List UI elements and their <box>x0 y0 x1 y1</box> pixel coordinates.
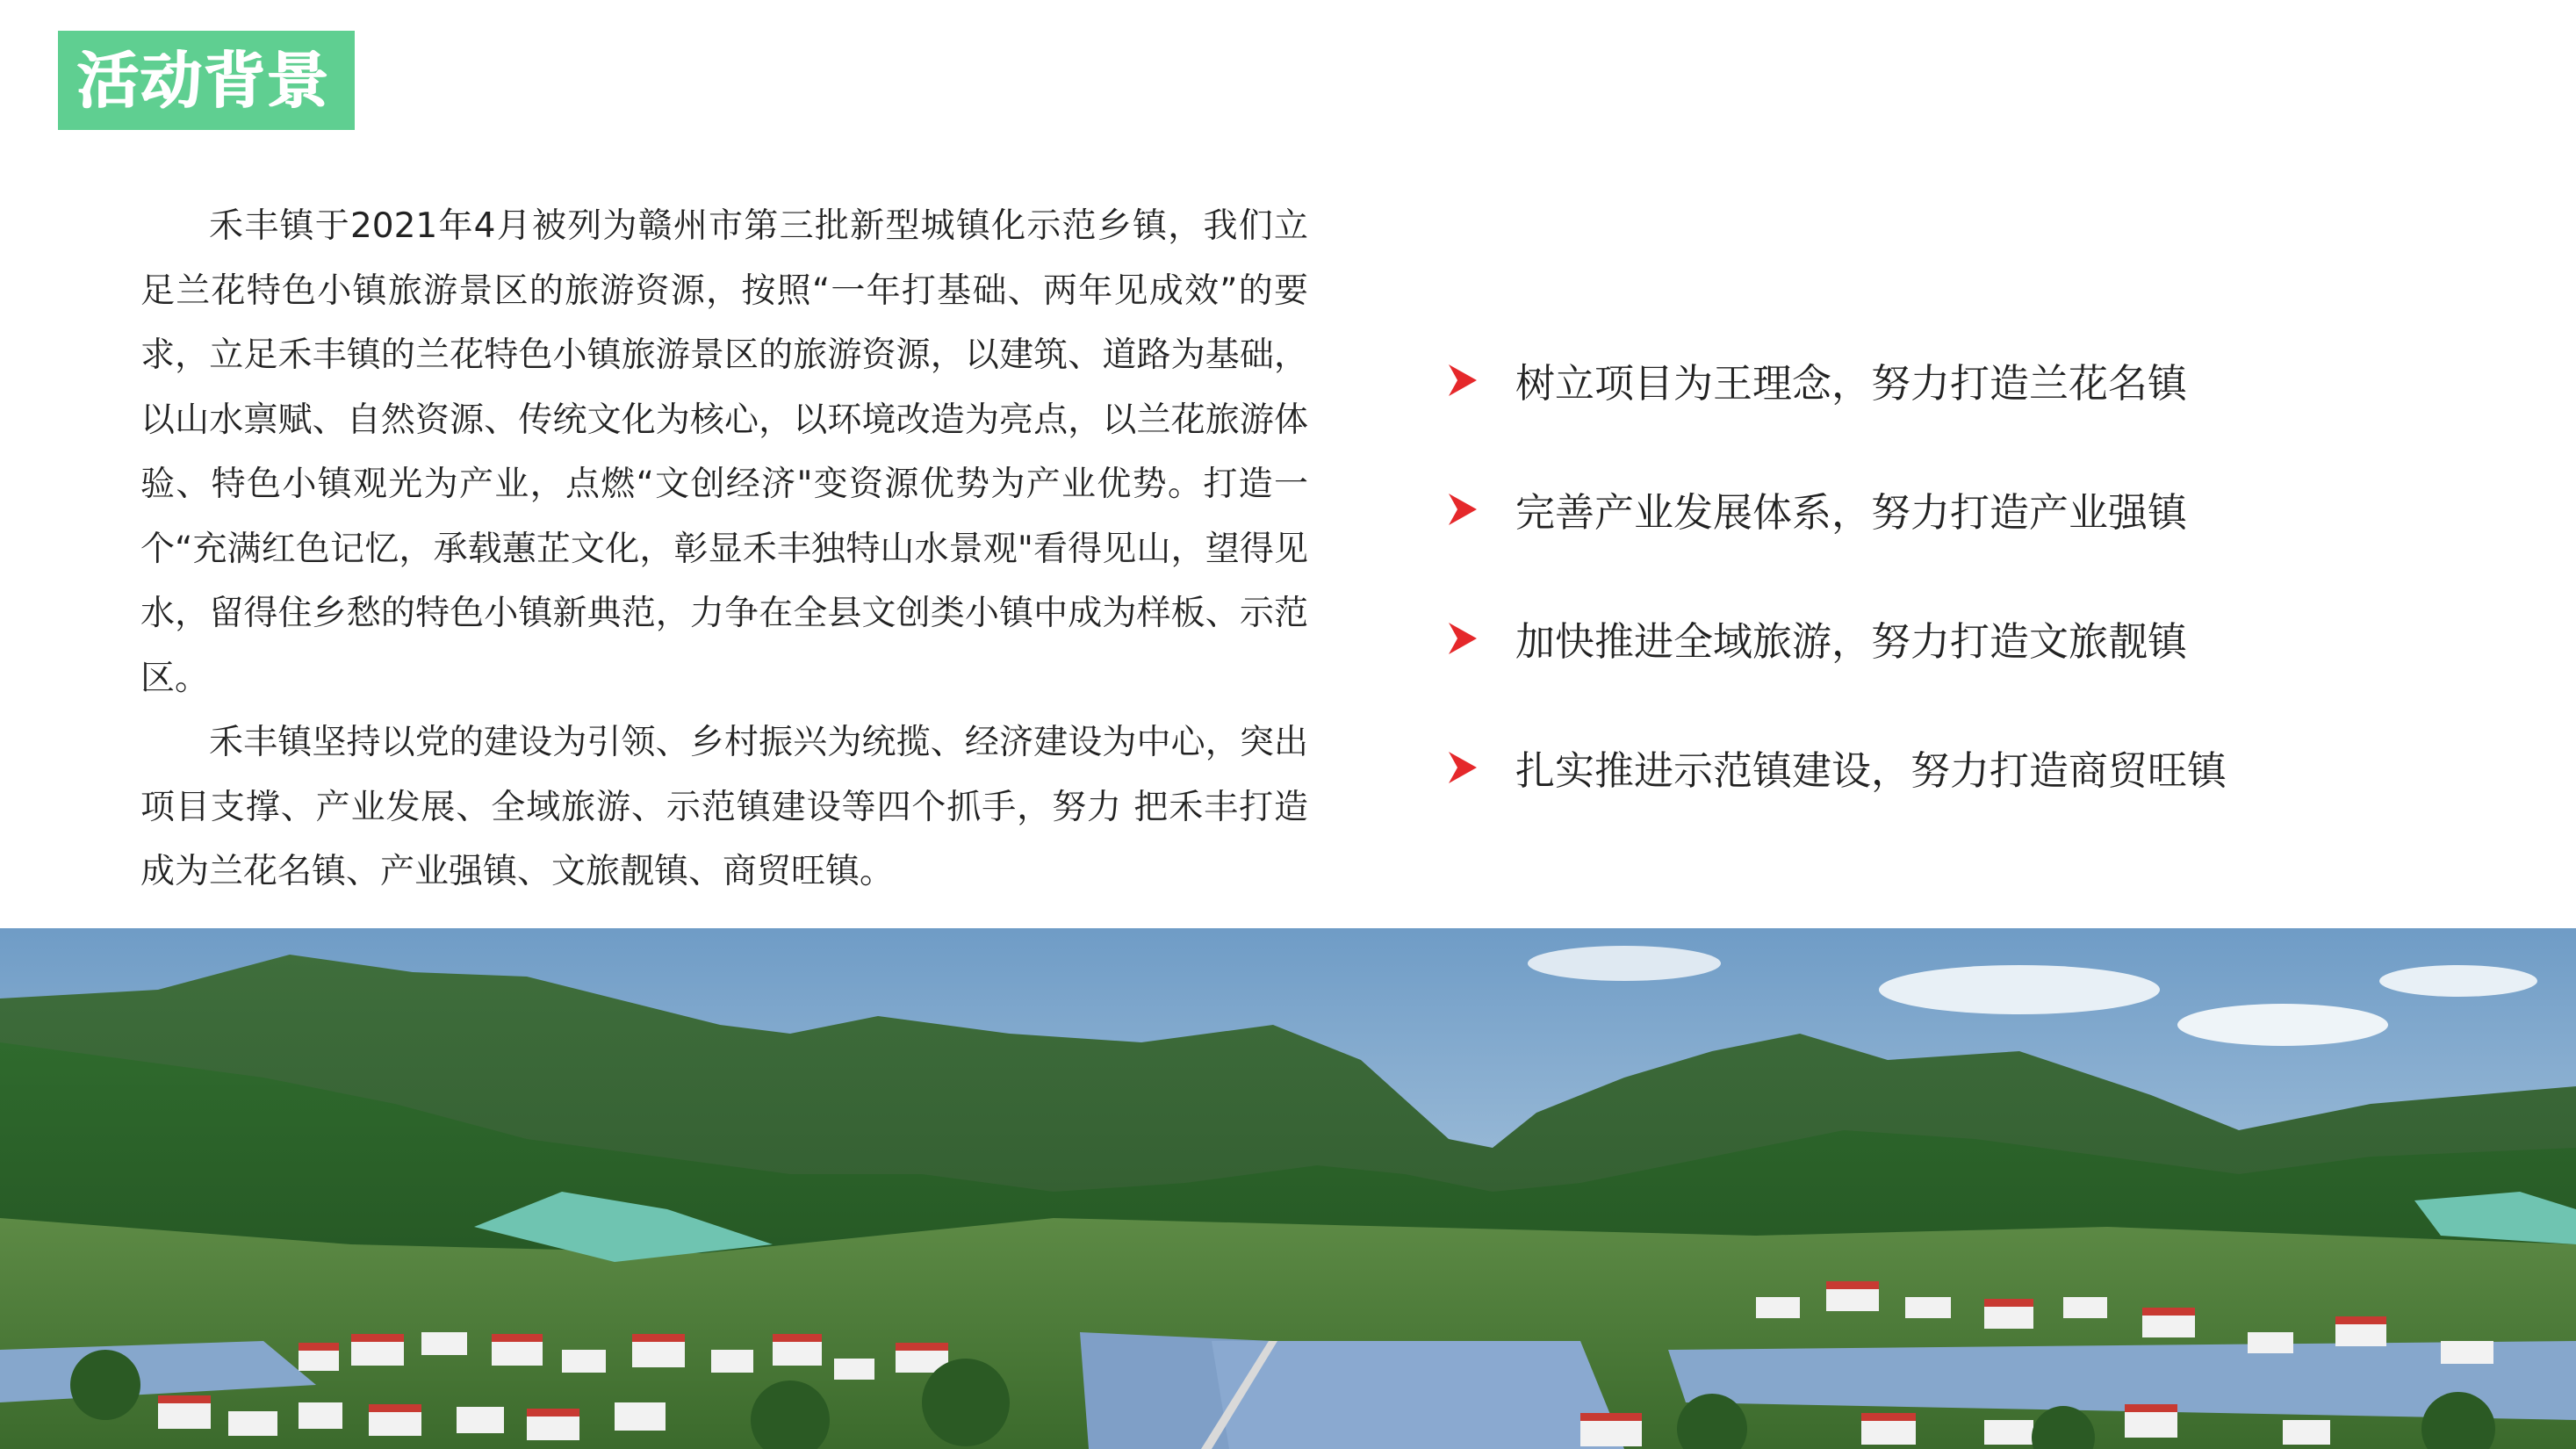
red-arrowhead-icon <box>1447 492 1479 527</box>
goal-list <box>1447 315 2500 832</box>
background-description <box>140 194 1308 905</box>
red-arrowhead-icon <box>1447 363 1479 398</box>
town-landscape-photo <box>0 928 2576 1449</box>
list-item <box>1447 703 2500 832</box>
goal-text: 完善产业发展体系，努力打造产业强镇 <box>1515 489 2188 536</box>
paragraph-intro: 禾丰镇于2021年4月被列为赣州市第三批新型城镇化示范乡镇，我们立足兰花特色小镇旅游景区的旅游资源，按照“一年打基础、两年见成效”的要求，立足禾丰镇的兰花特色小镇旅游景区的旅游资源，以建筑、道路为基础，以山水禀赋、自然资源、传统文化为核心，以环境改造为亮点，以兰花旅游体验、特色小镇观光为产业，点燃“文创经济"变资源优势为产业优势。打造一个“充满红色记忆，承载蕙芷文化，彰显禾丰独特山水景观"看得见山，望得见水，留得住乡愁的特色小镇新典范，力争在全县文创类小镇中成为样板、示范区。 <box>140 206 1308 698</box>
goal-text: 加快推进全域旅游，努力打造文旅靓镇 <box>1515 618 2188 665</box>
goal-text: 树立项目为王理念，努力打造兰花名镇 <box>1515 360 2188 407</box>
list-item <box>1447 315 2500 444</box>
goal-text: 扎实推进示范镇建设，努力打造商贸旺镇 <box>1515 747 2227 794</box>
list-item <box>1447 444 2500 573</box>
red-arrowhead-icon <box>1447 621 1479 656</box>
section-title: 活动背景 <box>77 44 330 117</box>
red-arrowhead-icon <box>1447 750 1479 785</box>
section-title-badge <box>58 31 355 130</box>
paragraph-strategy: 禾丰镇坚持以党的建设为引领、乡村振兴为统揽、经济建设为中心，突出项目支撑、产业发展、全域旅游、示范镇建设等四个抓手，努力 把禾丰打造成为兰花名镇、产业强镇、文旅靓镇、商贸旺镇。 <box>140 723 1308 891</box>
list-item <box>1447 573 2500 703</box>
